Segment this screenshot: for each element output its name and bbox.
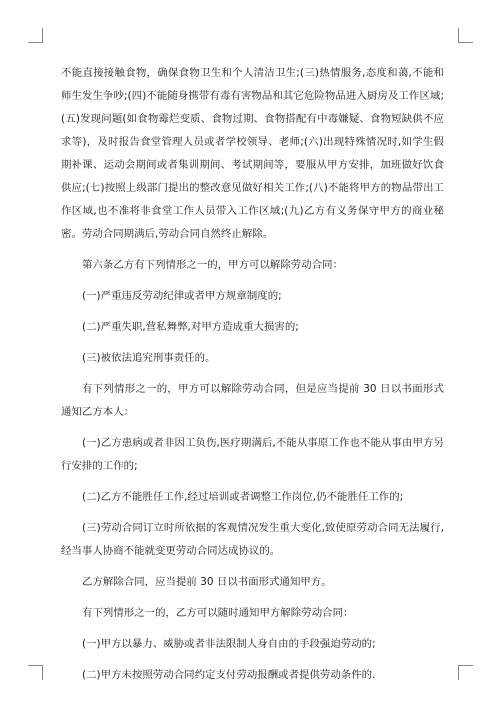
notice-clause: 有下列情形之一的，甲方可以解除劳动合同，但是应当提前 30 日以书面形式通知乙方本人： xyxy=(61,383,444,418)
crop-mark-top-right xyxy=(458,28,473,43)
employee-notice-clause: 乙方解除合同，应当提前 30 日以书面形式通知甲方。 xyxy=(82,576,332,588)
list-item: (一)甲方以暴力、威胁或者非法限制人身自由的手段强迫劳动的; xyxy=(82,638,376,650)
list-item: (二)乙方不能胜任工作,经过培训或者调整工作岗位,仍不能胜任工作的; xyxy=(82,491,404,503)
document-body xyxy=(61,62,444,687)
list-item: (一)严重违反劳动纪律或者甲方规章制度的; xyxy=(82,290,282,302)
list-item: (一)乙方患病或者非因工负伤,医疗期满后,不能从事原工作也不能从事由甲方另行安排的工作的; xyxy=(61,437,444,472)
crop-mark-bottom-right xyxy=(458,665,473,680)
list-item: (三)被依法追究刑事责任的。 xyxy=(82,352,216,364)
crop-mark-bottom-left xyxy=(28,665,43,680)
paragraph-continuation: 不能直接接触食物，确保食物卫生和个人清洁卫生;(三)热情服务,态度和蔼,不能和师生发生争吵;(四)不能随身携带有毒有害物品和其它危险物品进入厨房及工作区域;(五)发现问题(如食物霉烂变质、食物过期、食物搭配有中毒嫌疑、食物短缺供不应求等)，及时报告食堂管理人员或者学校领导、老师;(六)出现特殊情况时,如学生假期补课、运动会期间或者集训期间、考试期间等，要服从甲方安排，加班做好饮食供应;(七)按照上级部门提出的整改意见做好相关工作;(八)不能将甲方的物品带出工作区域,也不准将非食堂工作人员带入工作区域;(九)乙方有义务保守甲方的商业秘密。劳动合同期满后,劳动合同自然终止解除。 xyxy=(61,67,444,240)
list-item: (二)甲方未按照劳动合同约定支付劳动报酬或者提供劳动条件的. xyxy=(82,669,376,681)
list-item: (二)严重失职,营私舞弊,对甲方造成重大损害的; xyxy=(82,321,299,333)
crop-mark-top-left xyxy=(28,28,43,43)
immediate-termination-clause: 有下列情形之一的，乙方可以随时通知甲方解除劳动合同： xyxy=(82,607,354,619)
article-six-heading: 第六条乙方有下列情形之一的，甲方可以解除劳动合同： xyxy=(82,259,344,271)
list-item: (三)劳动合同订立时所依据的客观情况发生重大变化,致使原劳动合同无法履行,经当事人协商不能就变更劳动合同达成协议的。 xyxy=(61,522,444,557)
